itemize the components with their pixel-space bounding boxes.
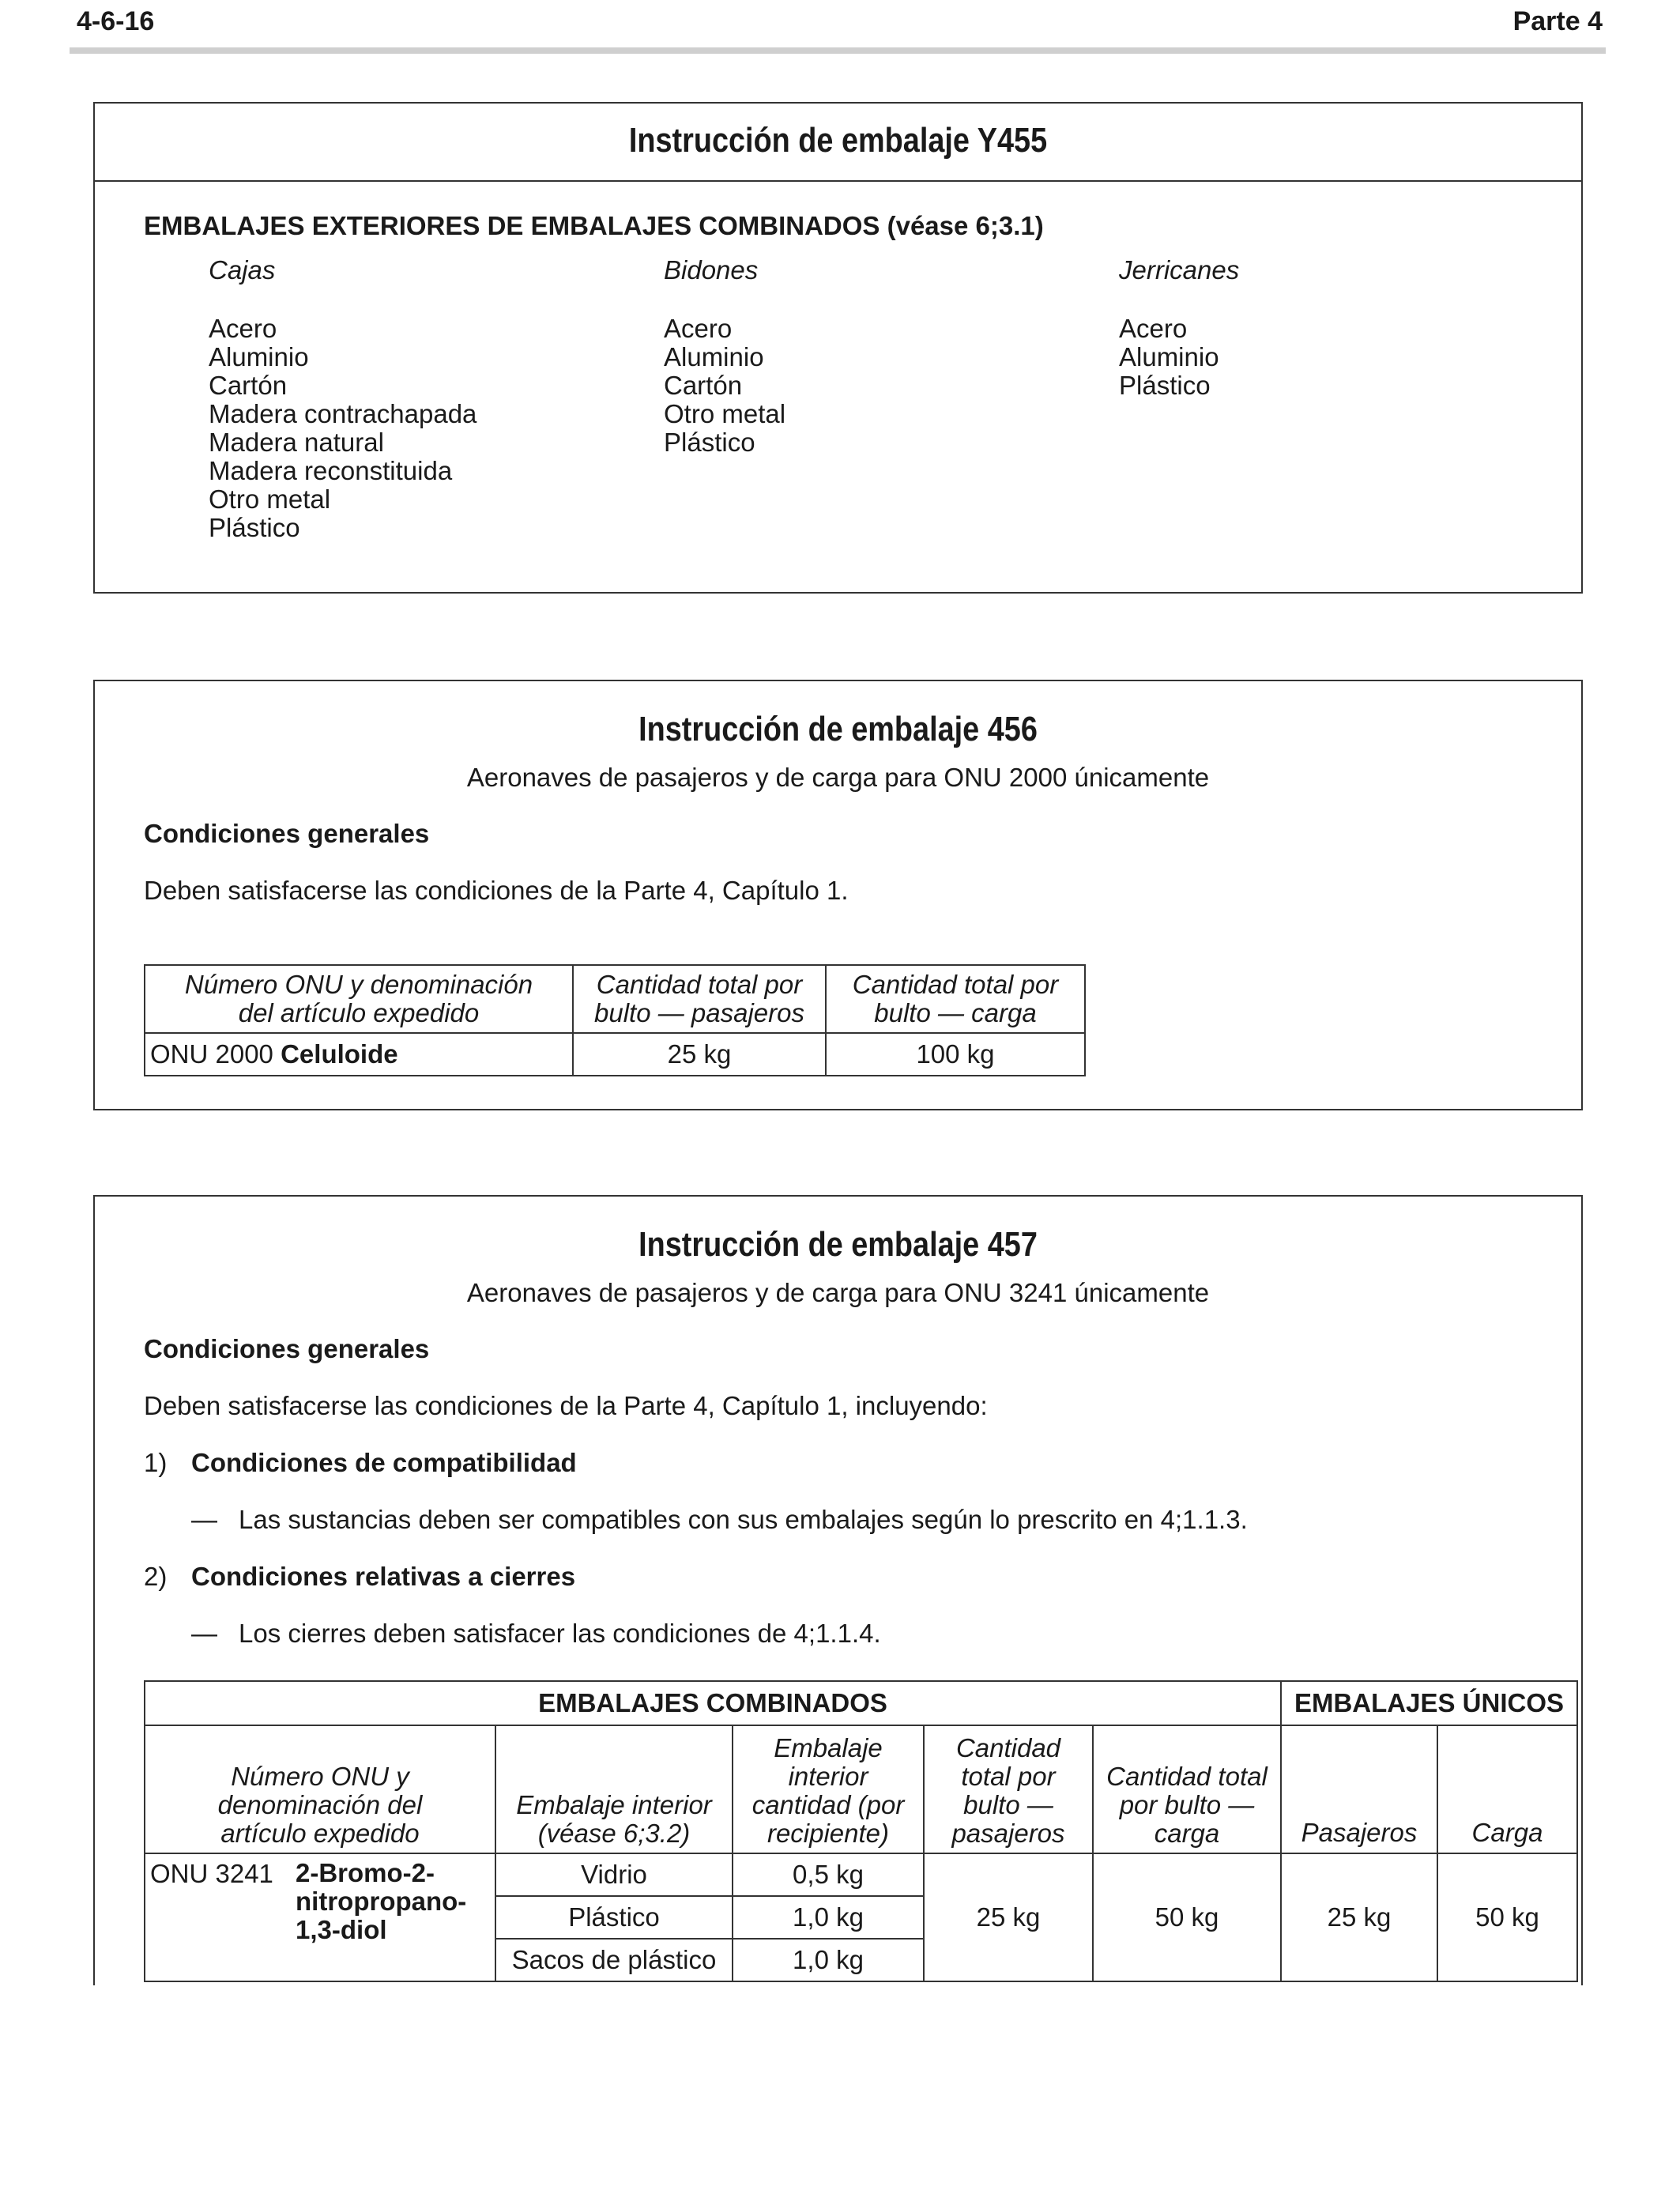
cell-cargo: 50 kg — [1093, 1853, 1281, 1981]
group-header-unicos: EMBALAJES ÚNICOS — [1281, 1681, 1577, 1725]
header-line: bulto — carga — [874, 998, 1037, 1027]
box-456 — [93, 680, 1583, 1110]
header-line: recipiente) — [767, 1819, 890, 1848]
name-line: nitropropano- — [296, 1887, 467, 1916]
col-header-inner — [495, 1725, 733, 1853]
un-cell-content — [150, 1859, 490, 1944]
name-line: 2-Bromo-2- — [296, 1858, 435, 1887]
box-y455 — [93, 102, 1583, 594]
column-title: Jerricanes — [1119, 255, 1240, 285]
header-line: del artículo expedido — [238, 998, 480, 1027]
cell-un — [145, 1033, 573, 1076]
item1-dash: — — [191, 1505, 217, 1534]
header-line: Cantidad total — [1106, 1762, 1268, 1791]
list-item: Cartón — [664, 371, 743, 400]
cell-single-pax: 25 kg — [1281, 1853, 1437, 1981]
header-line: Número ONU y — [231, 1762, 409, 1791]
un-number: ONU 3241 — [150, 1859, 273, 1888]
p457-cond-heading: Condiciones generales — [144, 1334, 430, 1363]
list-item: Cartón — [209, 371, 288, 400]
part-label: Parte 4 — [1512, 6, 1603, 36]
table-row — [145, 1853, 1577, 1896]
substance-name — [296, 1859, 466, 1944]
p456-cond-heading: Condiciones generales — [144, 819, 430, 848]
cell-un — [145, 1853, 495, 1981]
cell-single-cargo: 50 kg — [1437, 1853, 1577, 1981]
table-header-row — [145, 1725, 1577, 1853]
p456-subtitle: Aeronaves de pasajeros y de carga para ONU 2000 únicamente — [466, 763, 1210, 792]
p457-title: Instrucción de embalaje 457 — [638, 1225, 1038, 1264]
list-item: Madera reconstituida — [209, 456, 453, 485]
item1-text: Las sustancias deben ser compatibles con sus embalajes según lo prescrito en 4;1.1.3. — [239, 1505, 1248, 1534]
item2-number: 2) — [144, 1562, 168, 1591]
p456-table — [144, 964, 1086, 1076]
header-rule — [70, 47, 1606, 54]
list-item: Aluminio — [664, 342, 764, 371]
table-header-row — [145, 965, 1085, 1033]
y455-title: Instrucción de embalaje Y455 — [628, 121, 1048, 160]
list-item: Acero — [1119, 314, 1188, 343]
p457-table — [144, 1680, 1578, 1982]
col-header-un — [145, 965, 573, 1033]
header-line: Embalaje — [774, 1733, 883, 1762]
header-line: carga — [1154, 1819, 1220, 1848]
cell-pax: 25 kg — [924, 1853, 1093, 1981]
cell-qty: 1,0 kg — [733, 1896, 924, 1939]
cell-pax: 25 kg — [573, 1033, 826, 1076]
cell-cargo: 100 kg — [826, 1033, 1085, 1076]
table-row — [145, 1033, 1085, 1076]
cell-qty: 0,5 kg — [733, 1853, 924, 1896]
item2-dash: — — [191, 1619, 217, 1648]
col-header-cargo — [826, 965, 1085, 1033]
item2-text: Los cierres deben satisfacer las condiciones de 4;1.1.4. — [239, 1619, 881, 1648]
item1-title: Condiciones de compatibilidad — [191, 1448, 577, 1477]
column-jerricanes — [1119, 256, 1239, 400]
header-line: Cantidad total por — [852, 970, 1059, 999]
list-item: Plástico — [209, 513, 300, 542]
list-item: Aluminio — [1119, 342, 1219, 371]
header-line: Número ONU y denominación — [184, 970, 533, 999]
list-item: Madera natural — [209, 428, 384, 457]
p456-title: Instrucción de embalaje 456 — [638, 710, 1038, 748]
header-line: interior — [788, 1762, 868, 1791]
header-line: pasajeros — [951, 1819, 1065, 1848]
cell-inner: Sacos de plástico — [495, 1939, 733, 1981]
header-line: (véase 6;3.2) — [537, 1819, 691, 1848]
header-line: por bulto — — [1119, 1790, 1255, 1819]
header-line: denominación del — [217, 1790, 423, 1819]
box-457 — [93, 1195, 1583, 1985]
item2-title: Condiciones relativas a cierres — [191, 1562, 576, 1591]
y455-heading: EMBALAJES EXTERIORES DE EMBALAJES COMBINADOS (véase 6;3.1) — [144, 211, 1044, 240]
header-line: Cantidad — [955, 1733, 1061, 1762]
list-item: Plástico — [1119, 371, 1211, 400]
col-header-pax — [924, 1725, 1093, 1853]
col-header-single-cargo: Carga — [1437, 1725, 1577, 1853]
column-title: Cajas — [209, 255, 276, 285]
list-item: Otro metal — [664, 399, 786, 428]
p457-cond-text: Deben satisfacerse las condiciones de la Parte 4, Capítulo 1, incluyendo: — [144, 1391, 988, 1420]
substance-name: Celuloide — [281, 1039, 398, 1069]
list-item: Otro metal — [209, 484, 331, 514]
list-item: Madera contrachapada — [209, 399, 477, 428]
name-line: 1,3-diol — [296, 1915, 387, 1944]
cell-inner: Plástico — [495, 1896, 733, 1939]
col-header-cargo — [1093, 1725, 1281, 1853]
p457-subtitle: Aeronaves de pasajeros y de carga para ONU 3241 únicamente — [466, 1278, 1210, 1307]
cell-qty: 1,0 kg — [733, 1939, 924, 1981]
col-header-un — [145, 1725, 495, 1853]
list-item: Acero — [664, 314, 733, 343]
table-group-row — [145, 1681, 1577, 1725]
page-number: 4-6-16 — [77, 6, 155, 36]
header-line: bulto — pasajeros — [594, 998, 804, 1027]
header-line: cantidad (por — [751, 1790, 905, 1819]
col-header-single-pax: Pasajeros — [1281, 1725, 1437, 1853]
header-line: Cantidad total por — [596, 970, 803, 999]
list-item: Plástico — [664, 428, 755, 457]
header-line: artículo expedido — [220, 1819, 420, 1848]
col-header-pax — [573, 965, 826, 1033]
p456-cond-text: Deben satisfacerse las condiciones de la Parte 4, Capítulo 1. — [144, 876, 849, 905]
col-header-inner-qty — [733, 1725, 924, 1853]
header-line: total por — [961, 1762, 1056, 1791]
column-cajas — [209, 256, 477, 542]
header-line: Embalaje interior — [516, 1790, 712, 1819]
list-item: Aluminio — [209, 342, 309, 371]
list-item: Acero — [209, 314, 277, 343]
header-line: bulto — — [963, 1790, 1053, 1819]
cell-inner: Vidrio — [495, 1853, 733, 1896]
column-bidones — [664, 256, 785, 457]
un-number: ONU 2000 — [150, 1039, 273, 1069]
column-title: Bidones — [664, 255, 759, 285]
item1-number: 1) — [144, 1448, 168, 1477]
group-header-combinados: EMBALAJES COMBINADOS — [145, 1681, 1281, 1725]
box-title — [95, 104, 1581, 182]
